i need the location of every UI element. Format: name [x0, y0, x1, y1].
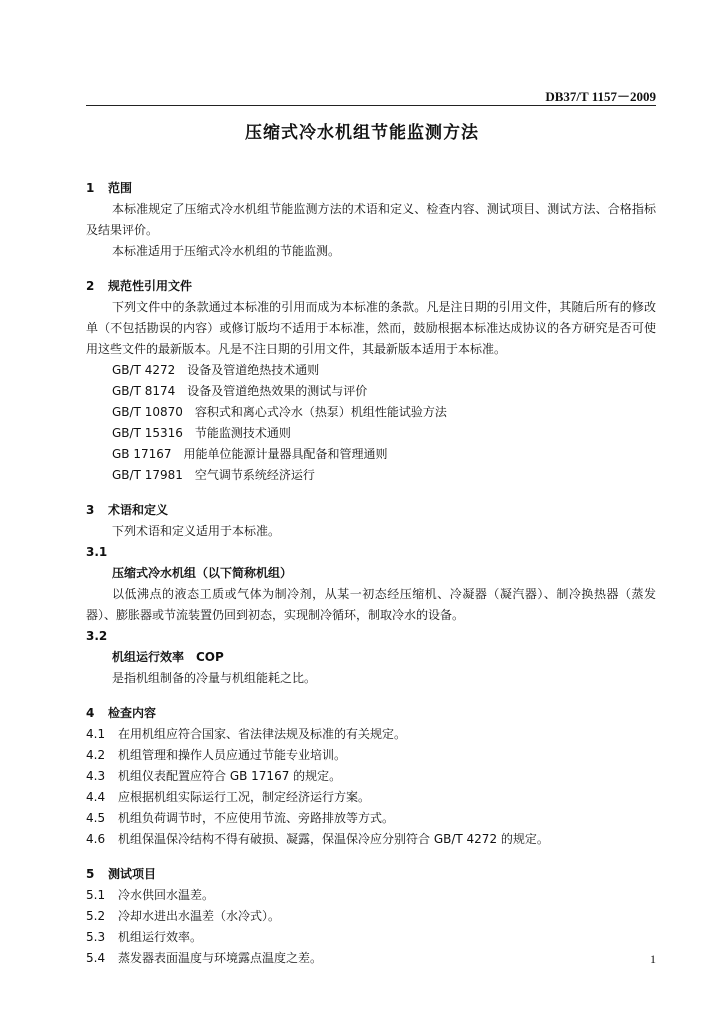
document-title: 压缩式冷水机组节能监测方法 — [245, 123, 479, 143]
item-number: 4.2 — [86, 748, 106, 762]
item-text: 蒸发器表面温度与环境露点温度之差。 — [118, 951, 323, 965]
term-name: 压缩式冷水机组（以下简称机组） — [112, 566, 293, 580]
list-item — [86, 927, 656, 948]
reference-item: GB/T 4272 设备及管道绝热技术通则 — [112, 363, 320, 377]
list-item — [86, 766, 656, 787]
standard-code: DB37/T 1157－2009 — [545, 89, 656, 104]
item-number: 5.2 — [86, 909, 106, 923]
section-number: 4 — [86, 706, 95, 720]
section-title: 测试项目 — [108, 867, 157, 881]
item-text: 应根据机组实际运行工况，制定经济运行方案。 — [118, 790, 371, 804]
term-number: 3.2 — [86, 629, 108, 643]
section-number: 3 — [86, 503, 95, 517]
section-title: 范围 — [108, 181, 133, 195]
term-name: 机组运行效率 COP — [112, 650, 224, 664]
reference-item: GB/T 15316 节能监测技术通则 — [112, 426, 291, 440]
paragraph: 本标准适用于压缩式冷水机组的节能监测。 — [112, 244, 341, 258]
section-number: 5 — [86, 867, 95, 881]
item-number: 4.3 — [86, 769, 106, 783]
section-number: 2 — [86, 279, 95, 293]
section-3-heading — [86, 500, 656, 521]
list-item — [86, 787, 656, 808]
list-item — [86, 948, 656, 969]
page-number: 1 — [650, 952, 656, 966]
item-text: 机组管理和操作人员应通过节能专业培训。 — [118, 748, 347, 762]
reference-item: GB/T 17981 空气调节系统经济运行 — [112, 468, 315, 482]
paragraph: 本标准规定了压缩式冷水机组节能监测方法的术语和定义、检查内容、测试项目、测试方法、合格指标及结果评价。 — [86, 202, 656, 237]
item-text: 在用机组应符合国家、省法律法规及标准的有关规定。 — [118, 727, 407, 741]
item-text: 冷水供回水温差。 — [118, 888, 215, 902]
item-number: 4.5 — [86, 811, 106, 825]
section-4-heading — [86, 703, 656, 724]
list-item — [86, 885, 656, 906]
section-5-heading — [86, 864, 656, 885]
item-text: 冷却水进出水温差（水冷式）。 — [118, 909, 281, 923]
item-number: 5.1 — [86, 888, 106, 902]
list-item — [86, 808, 656, 829]
item-number: 4.6 — [86, 832, 106, 846]
section-title: 规范性引用文件 — [108, 279, 193, 293]
list-item — [86, 829, 656, 850]
section-title: 术语和定义 — [108, 503, 169, 517]
item-text: 机组仪表配置应符合 GB 17167 的规定。 — [118, 769, 342, 783]
paragraph: 下列术语和定义适用于本标准。 — [112, 524, 281, 538]
reference-item: GB/T 8174 设备及管道绝热效果的测试与评价 — [112, 384, 368, 398]
section-title: 检查内容 — [108, 706, 157, 720]
item-number: 5.3 — [86, 930, 106, 944]
list-item — [86, 906, 656, 927]
item-text: 机组负荷调节时，不应使用节流、旁路排放等方式。 — [118, 811, 395, 825]
term-definition: 以低沸点的液态工质或气体为制冷剂，从某一初态经压缩机、冷凝器（凝汽器）、制冷换热器（蒸发器）、膨胀器或节流装置仍回到初态，实现制冷循环，制取冷水的设备。 — [86, 587, 656, 622]
list-item — [86, 745, 656, 766]
reference-item: GB 17167 用能单位能源计量器具配备和管理通则 — [112, 447, 388, 461]
item-number: 4.4 — [86, 790, 106, 804]
item-text: 机组运行效率。 — [118, 930, 203, 944]
section-number: 1 — [86, 181, 95, 195]
document-body — [86, 178, 656, 969]
header-rule — [86, 105, 656, 106]
reference-item: GB/T 10870 容积式和离心式冷水（热泵）机组性能试验方法 — [112, 405, 447, 419]
paragraph: 下列文件中的条款通过本标准的引用而成为本标准的条款。凡是注日期的引用文件，其随后所有的修改单（不包括勘误的内容）或修订版均不适用于本标准，然而，鼓励根据本标准达成协议的各方研究是否可使用这些文件的最新版本。凡是不注日期的引用文件，其最新版本适用于本标准。 — [86, 300, 656, 356]
list-item — [86, 724, 656, 745]
term-number: 3.1 — [86, 545, 108, 559]
section-2-heading — [86, 276, 656, 297]
term-definition: 是指机组制备的冷量与机组能耗之比。 — [112, 671, 317, 685]
item-number: 5.4 — [86, 951, 106, 965]
item-number: 4.1 — [86, 727, 106, 741]
section-1-heading — [86, 178, 656, 199]
item-text: 机组保温保冷结构不得有破损、凝露，保温保冷应分别符合 GB/T 4272 的规定。 — [118, 832, 549, 846]
